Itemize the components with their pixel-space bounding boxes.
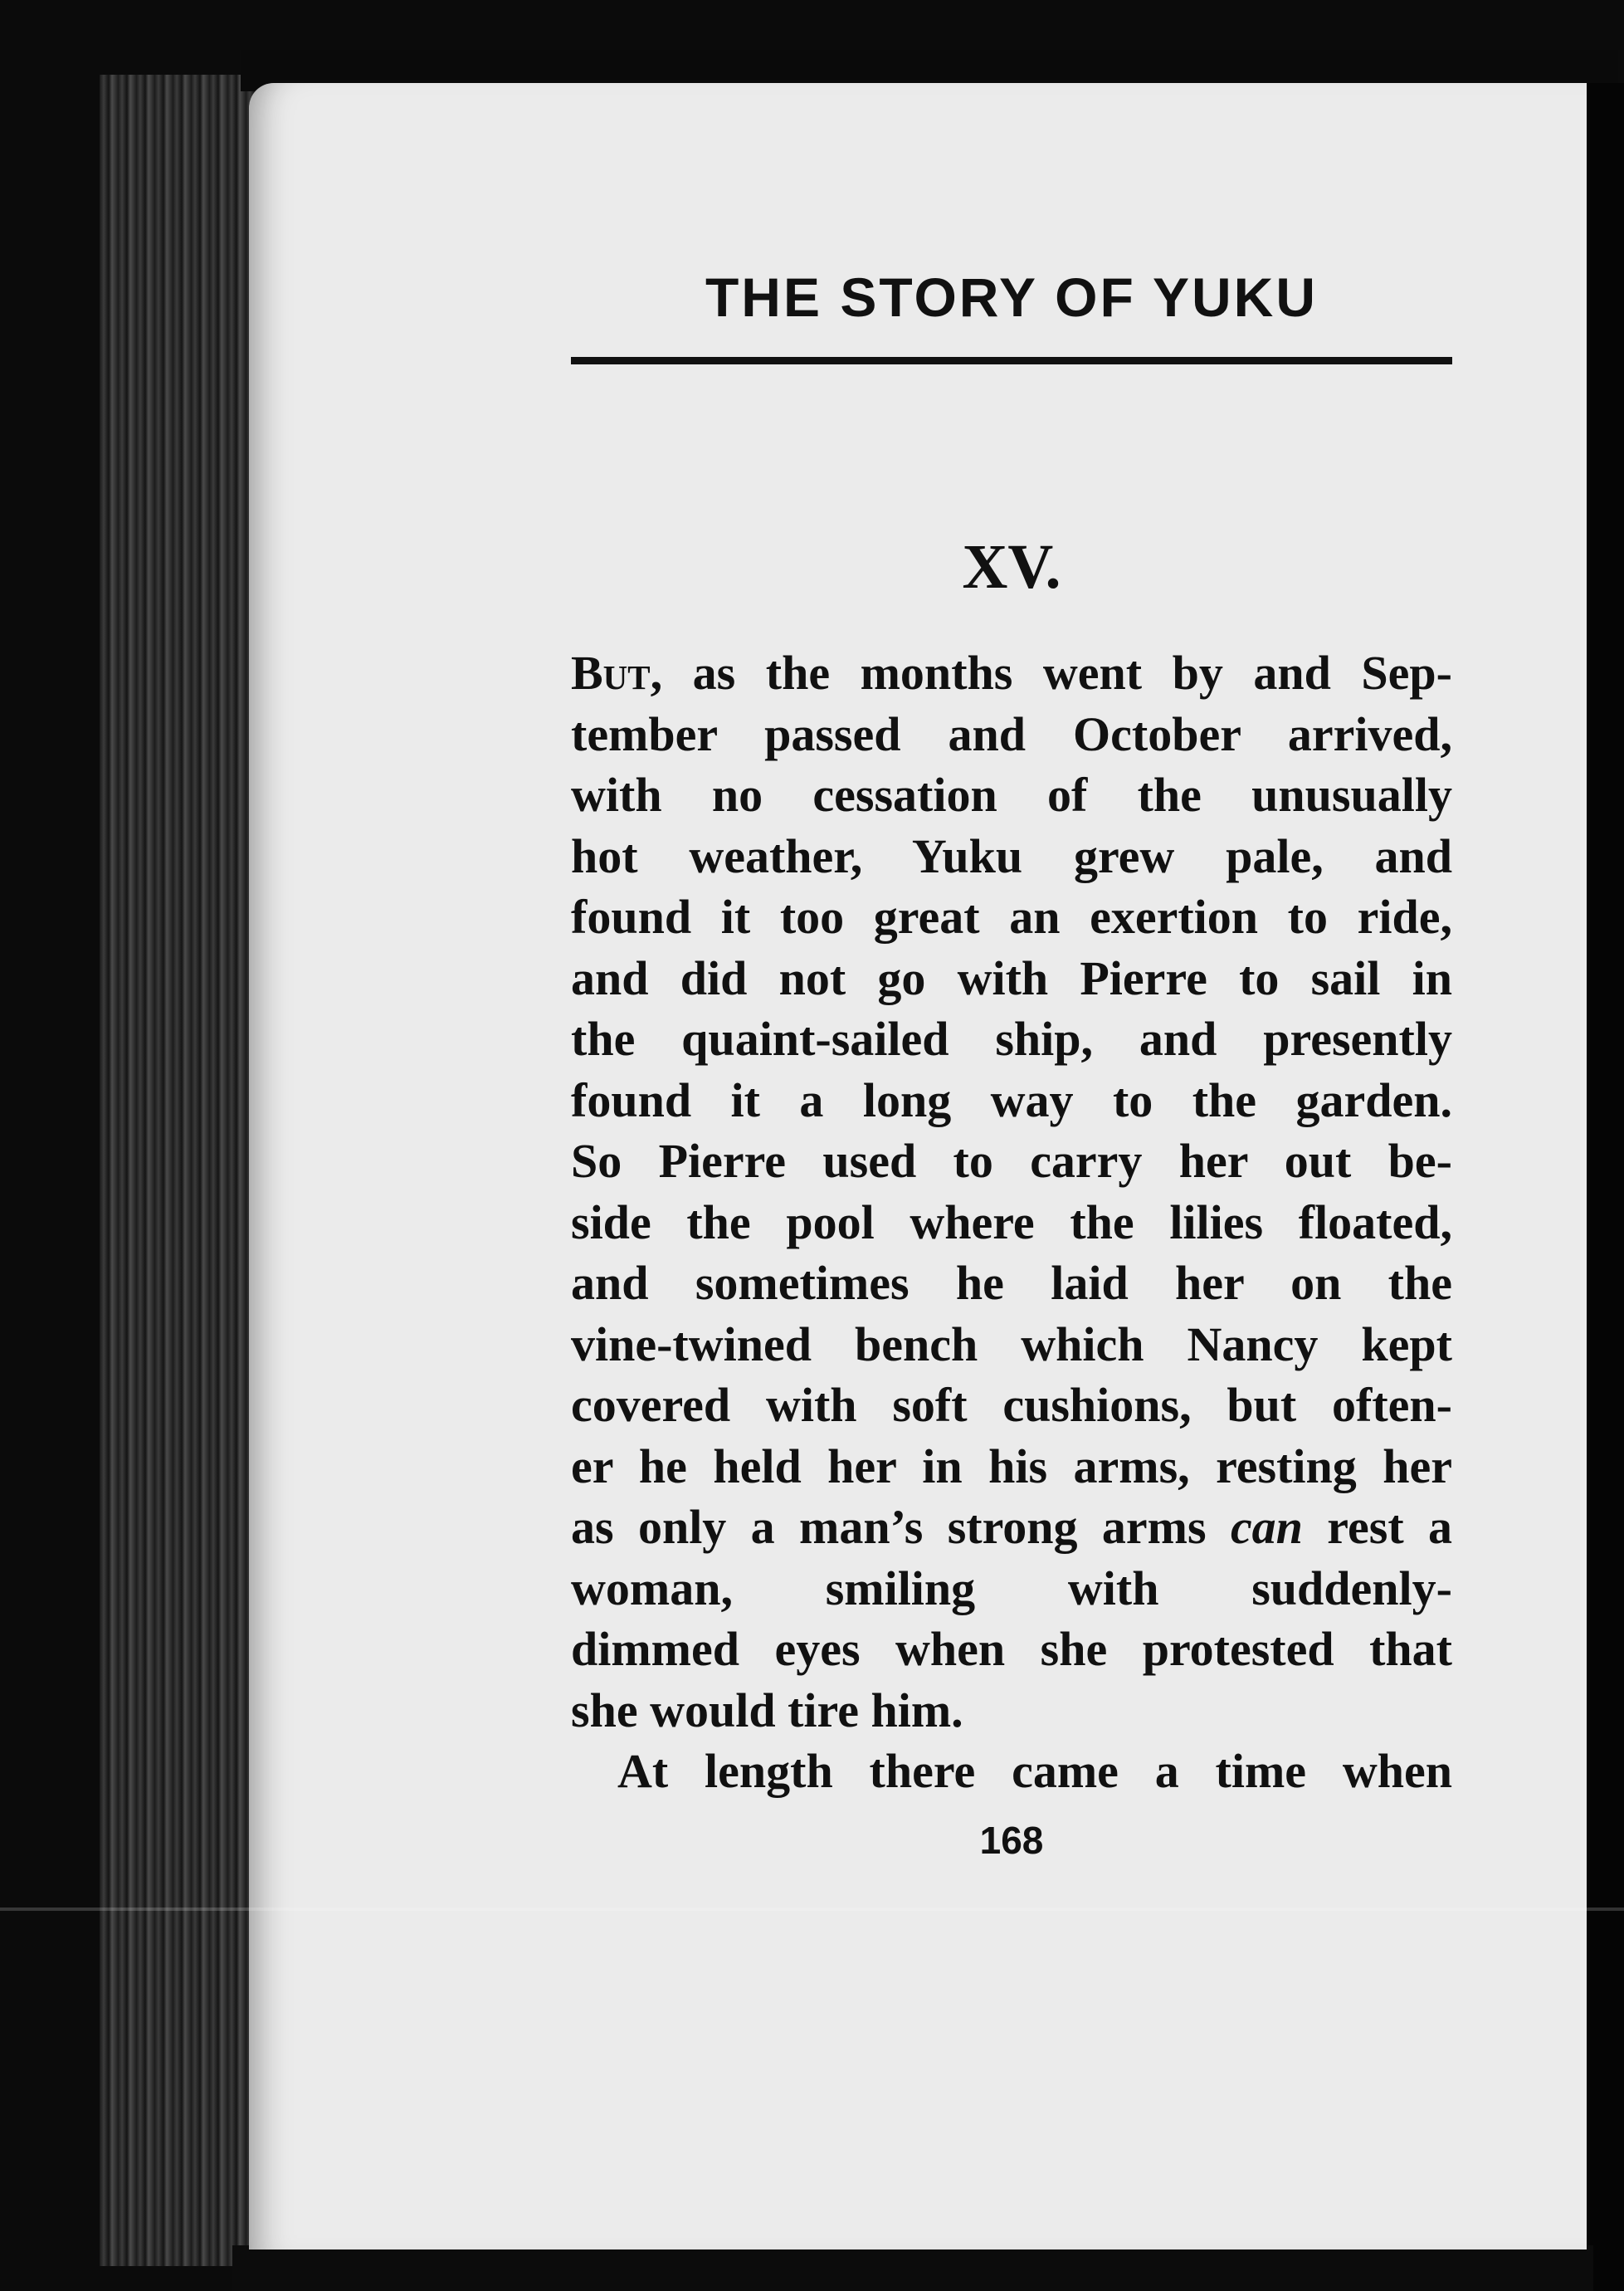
chapter-number: XV.: [962, 532, 1061, 602]
text-line: dimmed eyes when she protested that: [571, 1622, 1452, 1676]
running-head-rule: [571, 249, 1452, 364]
text-line: But, as the months went by and Sep-: [571, 646, 1452, 700]
book-spine-edge: [100, 75, 257, 2266]
text-line: she would tire him.: [571, 1683, 963, 1737]
text-line: er he held her in his arms, resting her: [571, 1439, 1452, 1493]
scan-border-right: [1587, 83, 1624, 2291]
text-line: woman, smiling with suddenly-: [571, 1561, 1452, 1615]
running-head: THE STORY OF YUKU: [705, 266, 1318, 328]
text-line: At length there came a time when: [617, 1744, 1452, 1798]
text-line: with no cessation of the unusually: [571, 768, 1452, 822]
text-line: tember passed and October arrived,: [571, 706, 1452, 761]
text-line: So Pierre used to carry her out be-: [571, 1134, 1452, 1188]
text-line: as only a man’s strong arms can rest a: [571, 1500, 1452, 1554]
text-line: found it a long way to the garden.: [571, 1072, 1452, 1127]
drop-word: But: [571, 646, 651, 700]
text-line: the quaint-sailed ship, and presently: [571, 1012, 1452, 1066]
scan-artifact-line: [0, 1908, 1624, 1911]
scan-border-bottom: [232, 2245, 1593, 2291]
text-line: vine-twined bench which Nancy kept: [571, 1316, 1452, 1371]
body-text: [571, 642, 1452, 1802]
text-line: found it too great an exertion to ride,: [571, 890, 1452, 944]
page-number: 168: [979, 1819, 1044, 1862]
text-line: and did not go with Pierre to sail in: [571, 950, 1452, 1005]
text-line: and sometimes he laid her on the: [571, 1256, 1452, 1310]
text-line: hot weather, Yuku grew pale, and: [571, 828, 1452, 883]
text-line: covered with soft cushions, but often-: [571, 1378, 1452, 1432]
text-line: side the pool where the lilies floated,: [571, 1194, 1452, 1249]
italic-emphasis: can: [1230, 1500, 1303, 1554]
